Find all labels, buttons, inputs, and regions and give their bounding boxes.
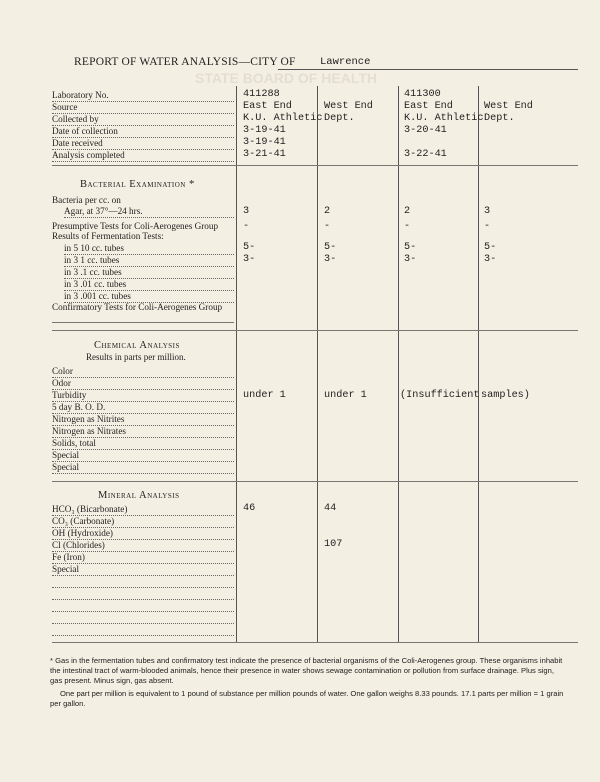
city-name: Lawrence	[320, 56, 371, 68]
column-divider	[236, 86, 237, 642]
bacteria-value-4: 3	[484, 206, 491, 217]
presumptive-value-4: -	[484, 221, 491, 232]
column-divider	[398, 86, 399, 642]
column-divider	[478, 86, 479, 642]
bacteria-label-line2: Agar, at 37°—24 hrs.	[64, 206, 234, 218]
section-rule	[52, 642, 578, 643]
sample-3-lab-no: 411300	[404, 89, 441, 100]
sample-1-source: East End	[243, 101, 292, 112]
fermentation-label: Results of Fermentation Tests:	[52, 231, 164, 241]
footnote-gas: * Gas in the fermentation tubes and confirmatory test indicate the presence of bacterial organisms of the Coli-Aerogenes group. These organisms inhabit the intestinal tract of warm-blooded animals, hence their presence in water shows sewage contamination or pollution from surface drainage. Plus sign, gas present. Minus sign, gas absent.	[50, 656, 563, 685]
tube-value: 3-	[324, 254, 337, 265]
section-rule	[52, 481, 578, 482]
tube-value: 3-	[484, 254, 497, 265]
tube-value: 3-	[404, 254, 417, 265]
tube-row-label: in 3 .001 cc. tubes	[64, 291, 234, 303]
blank-rule	[52, 322, 234, 323]
turbidity-value-1: under 1	[243, 390, 286, 401]
sample-1-lab-no: 411288	[243, 89, 280, 100]
bacteria-value-3: 2	[404, 206, 411, 217]
chem-item: Solids, total	[52, 438, 234, 450]
bacterial-heading: Bacterial Examination *	[80, 179, 195, 190]
chem-item: 5 day B. O. D.	[52, 402, 234, 414]
presumptive-label: Presumptive Tests for Coli-Aerogenes Group	[52, 221, 219, 231]
bleed-through-text: STATE BOARD OF HEALTH	[195, 70, 377, 86]
turbidity-value-2: under 1	[324, 390, 367, 401]
chem-item: Nitrogen as Nitrates	[52, 426, 234, 438]
sample-2-source: West End	[324, 101, 373, 112]
blank-line	[52, 611, 234, 612]
chem-item: Special	[52, 450, 234, 462]
blank-line	[52, 635, 234, 636]
sample-1-date-received: 3-19-41	[243, 137, 286, 148]
chemical-heading: Chemical Analysis	[94, 340, 180, 351]
chem-item: Special	[52, 462, 234, 474]
mineral-item: Cl (Chlorides)	[52, 540, 234, 552]
tube-value: 5-	[243, 242, 256, 253]
tube-value: 5-	[484, 242, 497, 253]
bicarbonate-value-2: 44	[324, 503, 337, 514]
row-label-collected-by: Collected by	[52, 114, 234, 126]
blank-line	[52, 587, 234, 588]
tube-row-label: in 3 1 cc. tubes	[64, 255, 234, 267]
report-title: REPORT OF WATER ANALYSIS—CITY OF	[74, 56, 296, 68]
row-label-source: Source	[52, 102, 234, 114]
chemical-subheading: Results in parts per million.	[86, 352, 186, 362]
mineral-item: Special	[52, 564, 234, 576]
bacteria-value-1: 3	[243, 206, 250, 217]
tube-row-label: in 3 .1 cc. tubes	[64, 267, 234, 279]
mineral-heading: Mineral Analysis	[98, 490, 180, 501]
presumptive-value-2: -	[324, 221, 331, 232]
section-rule	[52, 165, 578, 166]
sample-1-analysis-completed: 3-21-41	[243, 149, 286, 160]
sample-3-source: East End	[404, 101, 453, 112]
sample-4-collected-by: Dept.	[484, 113, 515, 124]
chem-item: Odor	[52, 378, 234, 390]
sample-1-date-collection: 3-19-41	[243, 125, 286, 136]
confirmatory-label: Confirmatory Tests for Coli-Aerogenes Group	[52, 302, 223, 312]
tube-value: 3-	[243, 254, 256, 265]
bacteria-label-line1: Bacteria per cc. on	[52, 195, 121, 205]
row-label-date-collection: Date of collection	[52, 126, 234, 138]
row-label-analysis-completed: Analysis completed	[52, 150, 234, 162]
bacteria-value-2: 2	[324, 206, 331, 217]
mineral-item: CO₃ (Carbonate)	[52, 516, 234, 528]
tube-value: 5-	[404, 242, 417, 253]
blank-line	[52, 623, 234, 624]
tube-row-label: in 3 .01 cc. tubes	[64, 279, 234, 291]
sample-3-analysis-completed: 3-22-41	[404, 149, 447, 160]
footnote-ppm: One part per million is equivalent to 1 pound of substance per million pounds of water. One gallon weighs 8.33 pounds. 17.1 parts per million = 1 grain per gallon.	[50, 689, 564, 708]
presumptive-value-1: -	[243, 221, 250, 232]
chem-item: Nitrogen as Nitrites	[52, 414, 234, 426]
sample-3-date-collection: 3-20-41	[404, 125, 447, 136]
column-divider	[317, 86, 318, 642]
sample-4-source: West End	[484, 101, 533, 112]
mineral-item: HCO₃ (Bicarbonate)	[52, 504, 234, 516]
row-label-lab-no: Laboratory No.	[52, 90, 234, 102]
presumptive-value-3: -	[404, 221, 411, 232]
mineral-item: Fe (Iron)	[52, 552, 234, 564]
row-label-date-received: Date received	[52, 138, 234, 150]
tube-row-label: in 5 10 cc. tubes	[64, 243, 234, 255]
tube-value: 5-	[324, 242, 337, 253]
sample-2-collected-by: Dept.	[324, 113, 355, 124]
title-rule	[278, 69, 578, 70]
sample-3-collected-by: K.U. Athletic	[404, 113, 484, 124]
section-rule	[52, 330, 578, 331]
sample-1-collected-by: K.U. Athletic	[243, 113, 323, 124]
bicarbonate-value-1: 46	[243, 503, 256, 514]
chem-item: Color	[52, 366, 234, 378]
chem-item: Turbidity	[52, 390, 234, 402]
mineral-item: OH (Hydroxide)	[52, 528, 234, 540]
turbidity-value-3: (Insufficient	[400, 390, 480, 401]
turbidity-value-4: samples)	[481, 390, 530, 401]
chlorides-value: 107	[324, 539, 343, 550]
blank-line	[52, 599, 234, 600]
